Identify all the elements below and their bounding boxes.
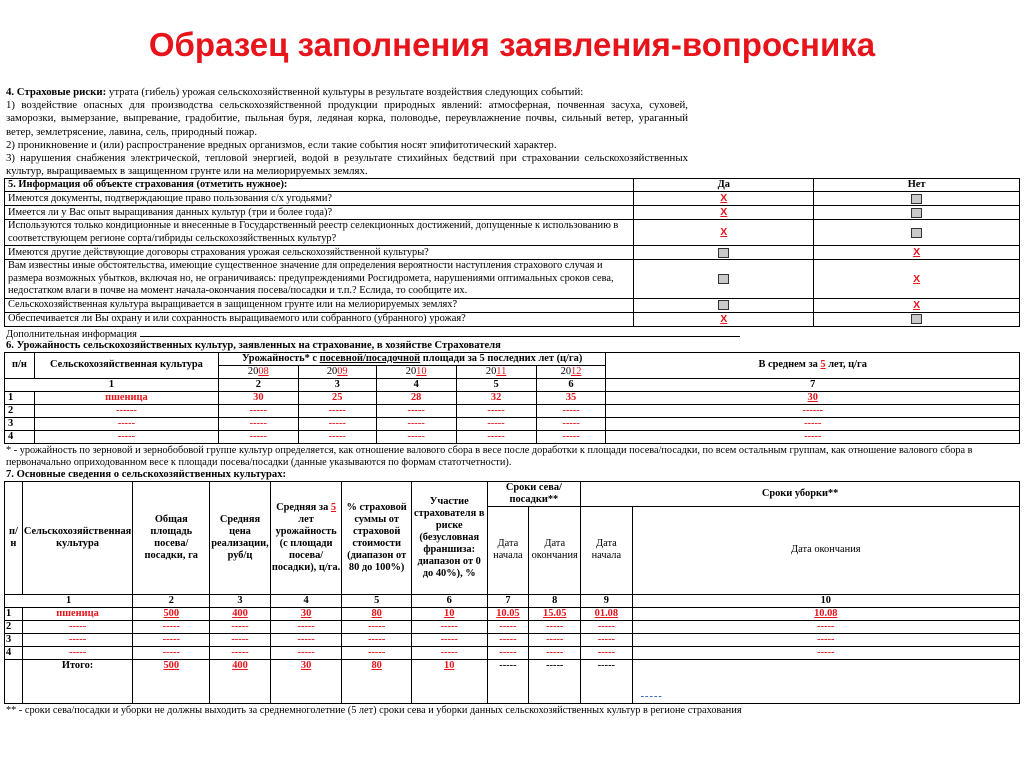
checkbox-icon[interactable] [911,208,922,218]
s7-total-h2: ----- [640,690,663,702]
question-text: Имеются другие действующие договоры страхования урожая сельскохозяйственной культуры? [5,246,634,260]
s7-yield: ----- [270,633,342,646]
answer-no-cell[interactable] [814,206,1020,220]
column-no: Нет [814,179,1020,192]
s6-yield-value: ----- [376,430,456,443]
s7-yield: 30 [270,607,342,620]
s7-h1: ----- [581,633,632,646]
s7-culture: ----- [22,633,132,646]
s6-yield-value: ----- [536,430,606,443]
s6-yield-value: 28 [376,391,456,404]
s6-col-pn: п/н [5,352,35,378]
s7-price: ----- [210,633,270,646]
slide-title: Образец заполнения заявления-вопросника [148,26,876,63]
s6-col-number: 2 [218,378,298,391]
s7-h1: 01.08 [581,607,632,620]
section-5-row [5,246,1020,260]
s6-row-number: 2 [5,404,35,417]
s7-s1: ----- [487,633,529,646]
s7-col-number: 10 [632,594,1019,607]
checkbox-icon[interactable] [718,248,729,258]
s7-col-number: 2 [133,594,210,607]
s7-total-row [5,659,1020,703]
x-mark-icon: Х [720,206,728,219]
s6-col-number: 5 [456,378,536,391]
s7-row [5,646,1020,659]
s7-row-number: 1 [5,607,23,620]
s7-col-number: 7 [487,594,529,607]
s6-row-number: 3 [5,417,35,430]
section-5-row [5,260,1020,299]
s6-yield-value: ----- [376,417,456,430]
s7-pct: 80 [342,607,411,620]
s6-average: ----- [606,417,1020,430]
s7-col-pn: п/н [5,481,23,594]
question-text: Сельскохозяйственная культура выращивается в защищенном грунте или на мелиорируемых землях? [5,298,634,312]
s7-col-area: Общая площадь посева/посадки, га [133,481,210,594]
s6-col-culture: Сельскохозяйственная культура [34,352,218,378]
s7-s2: ----- [529,620,581,633]
s7-s2: ----- [529,633,581,646]
answer-no-cell[interactable] [814,192,1020,206]
s7-row [5,607,1020,620]
s6-yield-value: ----- [218,417,298,430]
s7-h2: ----- [632,620,1019,633]
checkbox-icon[interactable] [911,314,922,324]
s6-average: 30 [606,391,1020,404]
section-5-row [5,192,1020,206]
s7-price: ----- [210,620,270,633]
risk-item-2: 2) проникновение и (или) распространение вредных организмов, если такие события носят эпифитотический характер. [6,138,557,151]
s7-h2: ----- [632,633,1019,646]
answer-yes-cell[interactable] [634,298,814,312]
answer-no-cell[interactable] [814,220,1020,246]
column-yes: Да [634,179,814,192]
question-text: Имеются документы, подтверждающие право пользования с/х угодьями? [5,192,634,206]
s6-col-average: В среднем за 5 лет, ц/га [606,352,1020,378]
s6-yield-value: 25 [298,391,376,404]
s7-col-number: 3 [210,594,270,607]
s7-col-price: Средняя цена реализации, руб/ц [210,481,270,594]
s7-share: ----- [411,633,487,646]
x-mark-icon: Х [913,246,921,259]
section-5-row [5,220,1020,246]
s6-yield-value: ----- [298,430,376,443]
x-mark-icon: Х [913,272,921,285]
question-text: Обеспечивается ли Вы охрану и или сохранность выращиваемого или собранного (убранного) урожая? [5,312,634,326]
s7-harvest-start: Дата начала [581,506,632,594]
s6-row [5,391,1020,404]
s6-yield-value: ----- [456,404,536,417]
s7-total-label: Итого: [22,659,132,703]
question-text: Имеется ли у Вас опыт выращивания данных культур (три и более года)? [5,206,634,220]
s6-yield-value: ----- [456,417,536,430]
s7-s2: 15.05 [529,607,581,620]
s7-yield: ----- [270,620,342,633]
s7-total-price: 400 [210,659,270,703]
s7-col-culture: Сельскохозяйственная культура [22,481,132,594]
question-text: Используются только кондиционные и внесенные в Государственный реестр селекционных достижений, допущенные к использованию в соответствующем регионе сорта/гибриды сельскохозяйственных культур? [5,220,634,246]
s7-share: ----- [411,620,487,633]
answer-no-cell[interactable] [814,260,1020,299]
answer-yes-cell[interactable] [634,260,814,299]
s7-area: ----- [133,620,210,633]
s6-row-number: 4 [5,430,35,443]
s7-share: 10 [411,607,487,620]
section-4-intro: утрата (гибель) урожая сельскохозяйственной культуры в результате воздействия следующих событий: [106,86,584,98]
s6-col-number: 6 [536,378,606,391]
s7-sowing-end: Дата окончания [529,506,581,594]
s7-col-harvest: Сроки уборки** [581,481,1020,506]
s7-row-number: 4 [5,646,23,659]
answer-yes-cell[interactable] [634,206,814,220]
s6-year-3: 2011 [456,365,536,378]
x-mark-icon: Х [913,298,921,311]
s6-year-1: 2009 [298,365,376,378]
s7-sowing-start: Дата начала [487,506,529,594]
s6-culture: пшеница [34,391,218,404]
s7-s1: 10.05 [487,607,529,620]
s7-col-number: 1 [5,594,133,607]
question-text: Вам известны иные обстоятельства, имеющие существенное значение для определения вероятности наступления страхового случая и размера возможных убытков, включая но, не ограничиваясь: предупреждениями Росгидромета, нарушениями оптимальных сроков сева, недостатком влаги в почве на момент начала-окончания посева/посадки и т.п.? Еслида, то сообщите их. [5,260,634,299]
section-5-heading: 5. Информация об объекте страхования (отметить нужное): [5,179,634,192]
checkbox-icon[interactable] [718,274,729,284]
section-5-row [5,312,1020,326]
s7-culture: ----- [22,646,132,659]
s6-yield-value: ----- [376,404,456,417]
s6-row [5,404,1020,417]
s7-h2: ----- [632,646,1019,659]
s7-total-pct: 80 [342,659,411,703]
s7-total-s1: ----- [487,659,529,703]
s6-average: ------ [606,404,1020,417]
s6-yield-value: ----- [536,417,606,430]
s7-yield: ----- [270,646,342,659]
s6-culture: ----- [34,430,218,443]
s6-row [5,430,1020,443]
s6-col-yield: Урожайность* с посевной/посадочной площади за 5 последних лет (ц/га) [218,352,606,365]
form-document [4,86,1020,717]
x-mark-icon: Х [720,226,728,239]
s6-yield-value: ----- [218,404,298,417]
x-mark-icon: Х [720,192,728,205]
section-4-insurance-risks [4,86,688,178]
s6-yield-value: ----- [298,404,376,417]
s6-row [5,417,1020,430]
s7-col-number: 8 [529,594,581,607]
s7-col-percent: % страховой суммы от страховой стоимости (диапазон от 80 до 100%) [342,481,411,594]
section-6-footnote: * - урожайность по зерновой и зернобобовой группе культур определяется, как отношение валового сбора в весе после доработки к площади посева/посадки, по всем остальным группам, как отношение валового сбора в первоначально оприходованном весе к площади посева/посадки (данные указываются по формам статотчетности). [6,444,973,468]
s7-area: ----- [133,646,210,659]
checkbox-icon[interactable] [911,194,922,204]
answer-no-cell[interactable] [814,312,1020,326]
checkbox-icon[interactable] [718,300,729,310]
risk-item-1: 1) воздействие опасных для производства сельскохозяйственной продукции природных явлений: атмосферная, почвенная засуха, суховей, заморозки, вымерзание, выпревание, градобитие, пыльная буря, ледяная корка, половодье, переувлажнение почвы, сильный ветер, ураганный ветер, землетрясение, лавина, сель, природный пожар. [6,99,688,138]
s7-col-sowing: Сроки сева/посадки** [487,481,581,506]
s6-col-number: 1 [5,378,219,391]
s7-col-yield: Средняя за 5 лет урожайность (с площади посева/посадки), ц/га. [270,481,342,594]
s7-col-number: 9 [581,594,632,607]
checkbox-icon[interactable] [911,228,922,238]
s6-yield-value: ----- [218,430,298,443]
section-5-row [5,298,1020,312]
additional-info-label: Дополнительная информация [6,328,137,340]
s7-culture: ----- [22,620,132,633]
s6-yield-value: ----- [536,404,606,417]
section-5-table [4,178,1020,327]
s6-col-number: 4 [376,378,456,391]
answer-yes-cell[interactable] [634,220,814,246]
s7-pct: ----- [342,646,411,659]
answer-yes-cell[interactable] [634,246,814,260]
s6-year-2: 2010 [376,365,456,378]
s6-yield-value: 32 [456,391,536,404]
s7-price: ----- [210,646,270,659]
s7-pct: ----- [342,620,411,633]
s7-h1: ----- [581,620,632,633]
s7-harvest-end: Дата окончания [632,506,1019,594]
s7-h2: 10.08 [632,607,1019,620]
s6-year-0: 2008 [218,365,298,378]
s6-col-number: 3 [298,378,376,391]
s7-total-share: 10 [411,659,487,703]
section-7-heading: 7. Основные сведения о сельскохозяйственных культурах: [6,468,287,480]
s7-total-h1: ----- [581,659,632,703]
answer-yes-cell[interactable] [634,312,814,326]
additional-info-line [4,327,1020,340]
answer-no-cell[interactable] [814,298,1020,312]
s6-culture: ----- [34,417,218,430]
s6-row-number: 1 [5,391,35,404]
section-7-footnote: ** - сроки сева/посадки и уборки не должны выходить за среднемноголетние (5 лет) сроки сева и уборки данных сельскохозяйственных культур в регионе страхования [6,704,742,716]
s6-yield-value: ----- [456,430,536,443]
s7-share: ----- [411,646,487,659]
s7-total-s2: ----- [529,659,581,703]
s7-row-number: 3 [5,633,23,646]
answer-no-cell[interactable] [814,246,1020,260]
s6-col-number: 7 [606,378,1020,391]
s6-yield-value: ----- [298,417,376,430]
section-7-table [4,481,1020,704]
s7-s2: ----- [529,646,581,659]
s7-s1: ----- [487,646,529,659]
s7-col-number: 6 [411,594,487,607]
s7-area: ----- [133,633,210,646]
s6-year-4: 2012 [536,365,606,378]
s7-row-number: 2 [5,620,23,633]
section-5-row [5,206,1020,220]
s7-area: 500 [133,607,210,620]
section-6-table [4,352,1020,444]
s7-h1: ----- [581,646,632,659]
answer-yes-cell[interactable] [634,192,814,206]
s7-total-yield: 30 [270,659,342,703]
s7-pct: ----- [342,633,411,646]
s7-row [5,633,1020,646]
s7-col-share: Участие страхователя в риске (безусловная франшиза: диапазон от 0 до 40%), % [411,481,487,594]
risk-item-3: 3) нарушения снабжения электрической, тепловой энергией, водой в результате стихийных бедствий при страховании сельскохозяйственных культур, выращиваемых в защищенном грунте или на мелиорируемых землях. [6,152,688,178]
s6-average: ----- [606,430,1020,443]
s6-yield-value: 35 [536,391,606,404]
s6-culture: ------ [34,404,218,417]
additional-info-field[interactable] [140,327,740,337]
x-mark-icon: Х [720,312,728,325]
s7-col-number: 5 [342,594,411,607]
s7-price: 400 [210,607,270,620]
section-4-heading: 4. Страховые риски: [6,86,107,98]
s7-total-area: 500 [133,659,210,703]
s7-culture: пшеница [22,607,132,620]
section-6-heading: 6. Урожайность сельскохозяйственных культур, заявленных на страхование, в хозяйстве Страхователя [6,339,501,351]
s7-s1: ----- [487,620,529,633]
s7-col-number: 4 [270,594,342,607]
s7-row [5,620,1020,633]
s6-yield-value: 30 [218,391,298,404]
